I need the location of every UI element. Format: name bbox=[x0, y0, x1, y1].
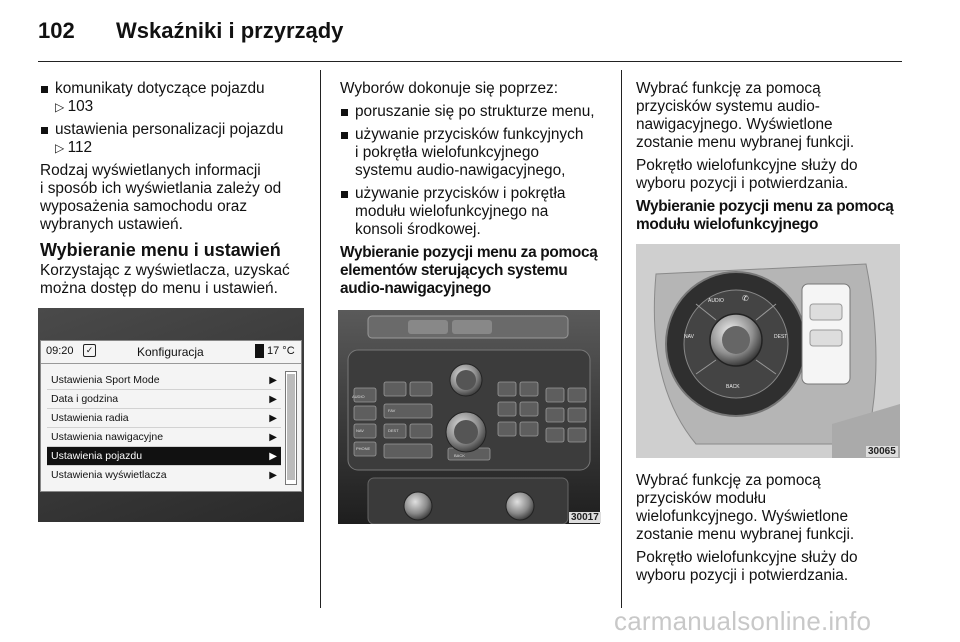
arrow-ref-icon: ▷ bbox=[55, 100, 68, 114]
figure-number: 30065 bbox=[868, 446, 896, 457]
display-temperature: 17 °C bbox=[267, 345, 295, 357]
back-button-label: BACK bbox=[454, 453, 465, 458]
bullet-item: ustawienia personalizacji pojazdu bbox=[40, 121, 312, 139]
column-2 bbox=[340, 80, 614, 300]
menu-item[interactable]: Ustawienia nawigacyjne ▶ bbox=[47, 428, 281, 447]
chevron-right-icon: ▶ bbox=[269, 432, 277, 443]
subsection-heading: Wybieranie pozycji menu za pomocą modułu wielofunkcyjnego bbox=[636, 198, 894, 233]
paragraph: Wyborów dokonuje się poprzez: bbox=[340, 80, 559, 97]
chevron-right-icon: ▶ bbox=[269, 451, 277, 462]
chevron-right-icon: ▶ bbox=[269, 470, 277, 481]
chevron-right-icon: ▶ bbox=[269, 413, 277, 424]
column-divider-1 bbox=[320, 70, 321, 608]
audio-nav-panel-photo bbox=[338, 310, 600, 524]
dest-key-label: DEST bbox=[774, 334, 788, 340]
scrollbar-thumb[interactable] bbox=[287, 374, 295, 480]
display-title: Konfiguracja bbox=[137, 345, 204, 359]
display-time: 09:20 bbox=[46, 345, 74, 357]
arrow-ref-icon: ▷ bbox=[55, 141, 68, 155]
paragraph: Pokrętło wielofunkcyjne służy do wyboru pozycji i potwierdzania. bbox=[636, 157, 858, 192]
bullet-item: używanie przycisków funkcyjnych i pokrętła wielofunkcyjnego systemu audio-nawigacyjnego, bbox=[340, 126, 614, 180]
menu-item[interactable]: Ustawienia Sport Mode ▶ bbox=[47, 371, 281, 390]
cross-reference[interactable]: ▷ 112 bbox=[55, 139, 93, 156]
bullet-item: komunikaty dotyczące pojazdu bbox=[40, 80, 312, 98]
column-1 bbox=[40, 80, 312, 303]
display-status-bar bbox=[41, 341, 301, 364]
page-number: 102 bbox=[38, 18, 75, 43]
paragraph: Pokrętło wielofunkcyjne służy do wyboru pozycji i potwierdzania. bbox=[636, 549, 858, 584]
bullet-item: używanie przycisków i pokrętła modułu wielofunkcyjnego na konsoli środkowej. bbox=[340, 185, 614, 239]
menu-scrollbar[interactable] bbox=[285, 371, 297, 485]
check-icon: ✓ bbox=[83, 344, 96, 357]
menu-item[interactable]: Data i godzina ▶ bbox=[47, 390, 281, 409]
nav-button-label: NAV bbox=[356, 428, 364, 433]
chevron-right-icon: ▶ bbox=[269, 394, 277, 405]
nav-key-label: NAV bbox=[684, 334, 694, 340]
dest-button-label: DEST bbox=[388, 428, 399, 433]
multifunction-controller-photo bbox=[636, 244, 900, 458]
paragraph: Wybrać funkcję za pomocą przycisków modułu wielofunkcyjnego. Wyświetlone zostanie menu wybranej funkcji. bbox=[636, 472, 855, 543]
thermometer-icon bbox=[255, 344, 264, 358]
menu-item-selected[interactable]: Ustawienia pojazdu ▶ bbox=[47, 447, 281, 466]
figure-number: 30017 bbox=[571, 512, 599, 523]
column-divider-2 bbox=[621, 70, 622, 608]
subsection-heading: Wybieranie pozycji menu za pomocą elementów sterujących systemu audio-nawigacyjnego bbox=[340, 244, 598, 297]
fav-button-label: FAV bbox=[388, 408, 396, 413]
bullet-item: poruszanie się po strukturze menu, bbox=[340, 103, 614, 121]
menu-item[interactable]: Ustawienia radia ▶ bbox=[47, 409, 281, 428]
section-heading: Wybieranie menu i ustawień bbox=[40, 240, 281, 260]
column-3 bbox=[636, 80, 904, 236]
chevron-right-icon: ▶ bbox=[269, 375, 277, 386]
phone-button-label: PHONE bbox=[356, 446, 371, 451]
cross-reference[interactable]: ▷ 103 bbox=[55, 98, 94, 115]
info-display-screen bbox=[40, 340, 302, 492]
menu-item[interactable]: Ustawienia wyświetlacza ▶ bbox=[47, 466, 281, 485]
header-rule bbox=[38, 61, 902, 62]
watermark: carmanualsonline.info bbox=[614, 606, 872, 636]
phone-mute-icon: ✆ bbox=[742, 294, 749, 303]
audio-key-label: AUDIO bbox=[708, 298, 724, 304]
back-key-label: BACK bbox=[726, 384, 740, 390]
column-3-bottom bbox=[636, 472, 904, 590]
audio-button-label: AUDIO bbox=[352, 394, 365, 399]
paragraph: Wybrać funkcję za pomocą przycisków systemu audio- nawigacyjnego. Wyświetlone zostanie menu wybranej funkcji. bbox=[636, 80, 855, 151]
paragraph: Rodzaj wyświetlanych informacji i sposób ich wyświetlania zależy od wyposażenia samochodu oraz wybranych ustawień. bbox=[40, 162, 282, 233]
page-title: Wskaźniki i przyrządy bbox=[116, 18, 344, 43]
paragraph: Korzystając z wyświetlacza, uzyskać można dostęp do menu i ustawień. bbox=[40, 262, 290, 297]
